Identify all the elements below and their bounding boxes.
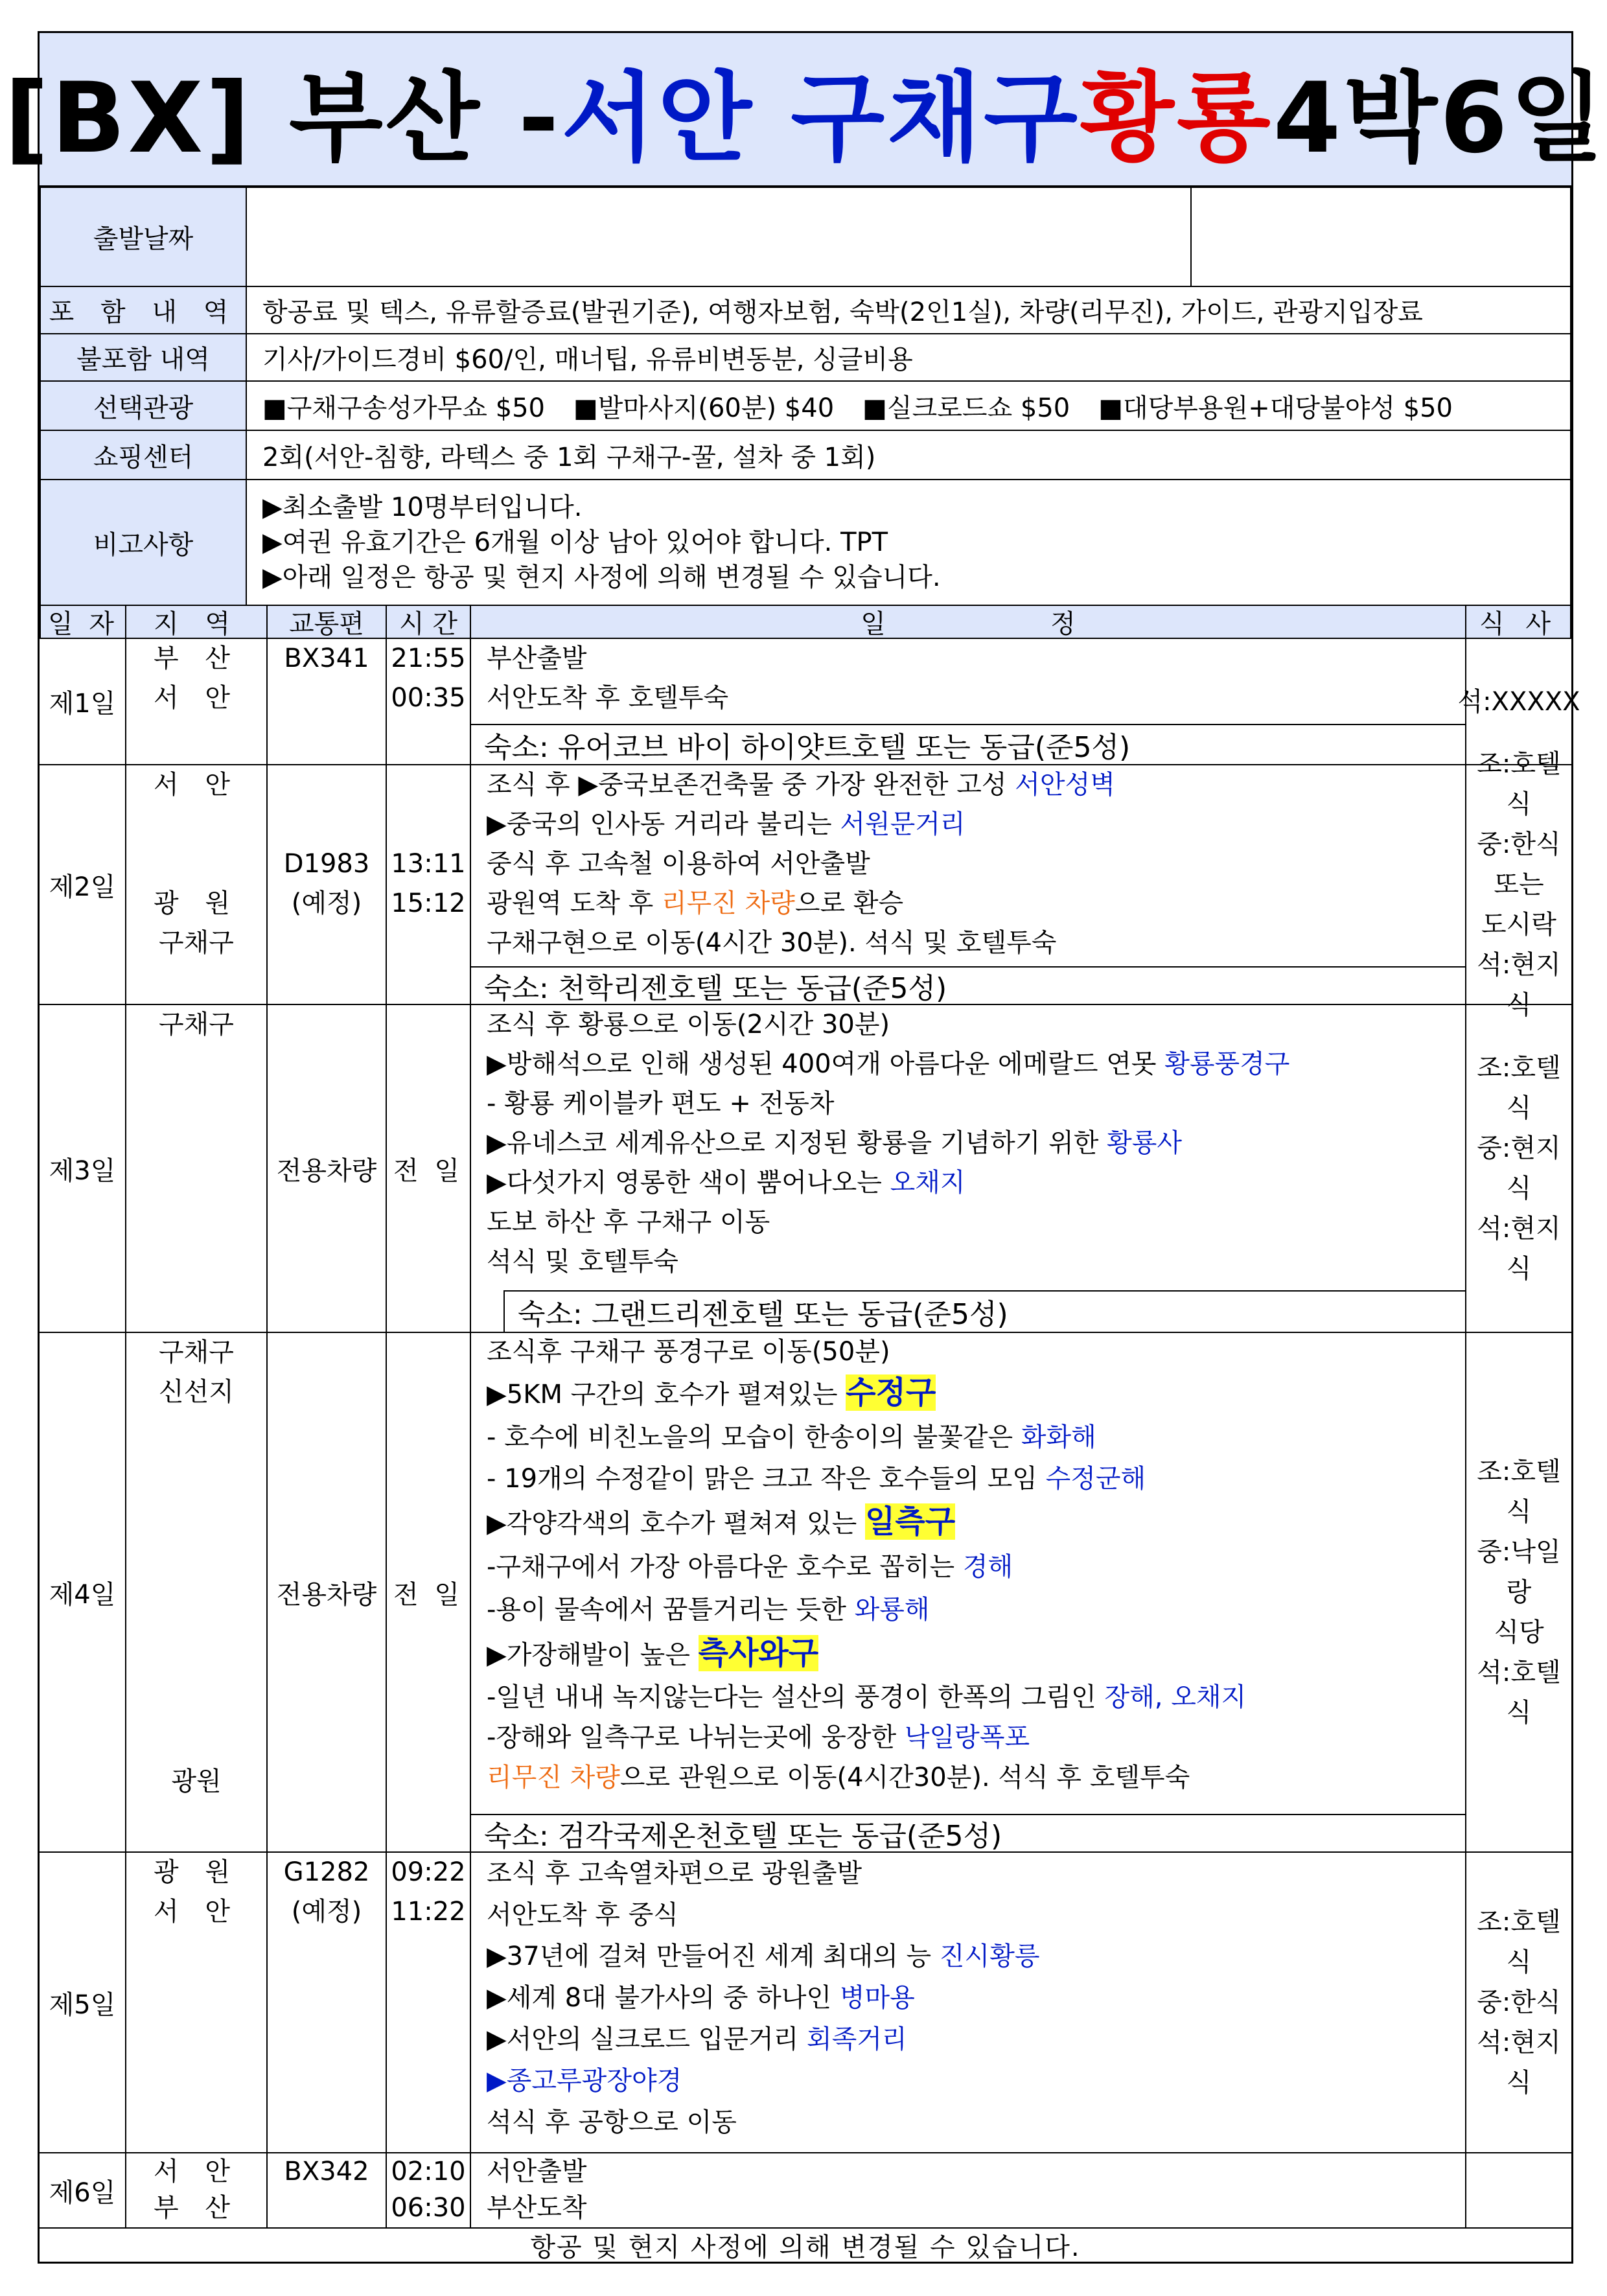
sight-zechawagou: 측사와구 bbox=[698, 1635, 819, 1671]
notes-list bbox=[246, 479, 1571, 606]
region: 구채구 bbox=[159, 1010, 234, 1039]
include-label: 포 함 내 역 bbox=[40, 286, 247, 334]
schedule-line: ▶각양각색의 호수가 펼쳐져 있는 일측구 bbox=[487, 1503, 956, 1540]
sight-muslim-street: 회족거리 bbox=[806, 2024, 907, 2054]
sight-huanglong-temple: 황룡사 bbox=[1107, 1128, 1183, 1158]
region: 신선지 bbox=[159, 1377, 234, 1407]
day-label: 제1일 bbox=[49, 689, 116, 719]
day-schedule bbox=[487, 1853, 1039, 2143]
schedule-line: -장해와 일측구로 나뉘는곳에 웅장한 낙일랑폭포 bbox=[487, 1722, 1030, 1752]
day-meals bbox=[1466, 1333, 1571, 1851]
region: 광 원 bbox=[154, 1857, 239, 1887]
region: 서 안 bbox=[154, 1897, 239, 1927]
sight-nuorilang-falls: 낙일랑폭포 bbox=[904, 1722, 1030, 1752]
time: 11:22 bbox=[391, 1897, 466, 1927]
schedule-line: ▶다섯가지 영롱한 색이 뿜어나오는 오채지 bbox=[487, 1168, 965, 1198]
day-schedule bbox=[487, 1333, 1246, 1798]
sight-huanglong-area: 황룡풍경구 bbox=[1164, 1049, 1290, 1079]
meal: 도시락 bbox=[1481, 910, 1556, 940]
day-times bbox=[387, 765, 470, 923]
day-label: 제3일 bbox=[49, 1155, 116, 1186]
include-value: 항공료 및 텍스, 유류할증료(발권기준), 여행자보험, 숙박(2인1실), 차량(리무진), 가이드, 관광지입장료 bbox=[246, 286, 1571, 334]
schedule-line: ▶세계 8대 불가사의 중 하나인 병마용 bbox=[487, 1983, 915, 2013]
option-label: 선택관광 bbox=[40, 380, 247, 431]
schedule-line: 서안도착 후 호텔투숙 bbox=[487, 683, 729, 713]
option-item: ■실크로드쇼 $50 bbox=[862, 393, 1070, 423]
schedule-line: ▶유네스코 세계유산으로 지정된 황룡을 기념하기 위한 황룡사 bbox=[487, 1128, 1183, 1158]
day-label: 제5일 bbox=[49, 1989, 116, 2020]
title-duration: 4박6일 bbox=[1273, 62, 1607, 175]
option-item: ■구채구송성가무쇼 $50 bbox=[262, 393, 545, 423]
sight-wucaichi: 오채지 bbox=[890, 1168, 965, 1198]
schedule-line: -구채구에서 가장 아름다운 호수로 꼽히는 경해 bbox=[487, 1552, 1013, 1582]
meal: 조:호텔식 bbox=[1477, 1053, 1561, 1123]
day-transport: 전용차량 bbox=[276, 1579, 377, 1610]
region: 서 안 bbox=[154, 683, 239, 713]
schedule-line: 조식 후 고속열차편으로 광원출발 bbox=[487, 1859, 862, 1888]
meal: 중:현지식 bbox=[1477, 1133, 1561, 1203]
page-title bbox=[4, 33, 1607, 187]
lodging: 숙소: 검각국제온천호텔 또는 동급(준5성) bbox=[470, 1814, 1466, 1853]
schedule-line: ▶가장해발이 높은 측사와구 bbox=[487, 1635, 819, 1671]
day-times bbox=[387, 1853, 470, 1932]
region: 광 원 bbox=[154, 888, 239, 918]
note-item: ▶최소출발 10명부터입니다. bbox=[262, 493, 583, 522]
day-schedule bbox=[487, 639, 728, 718]
day-times: 전 일 bbox=[393, 1579, 463, 1610]
header-schedule: 일 정 bbox=[470, 605, 1466, 639]
option-item: ■발마사지(60분) $40 bbox=[573, 393, 835, 423]
schedule-line: ▶중국의 인사동 거리라 불리는 서원문거리 bbox=[487, 809, 965, 839]
schedule-line: 부산출발 bbox=[487, 644, 587, 673]
schedule-line: - 황룡 케이블카 편도 + 전동차 bbox=[487, 1089, 835, 1119]
schedule-line: 부산도착 bbox=[487, 2193, 587, 2223]
option-item: ■대당부용원+대당불야성 $50 bbox=[1098, 393, 1453, 423]
region: 서 안 bbox=[154, 770, 239, 800]
schedule-line: ▶방해석으로 인해 생성된 400여개 아름다운 에메랄드 연못 황룡풍경구 bbox=[487, 1049, 1290, 1079]
transport-note: (예정) bbox=[291, 1897, 362, 1927]
day-schedule bbox=[487, 765, 1115, 963]
day-transport bbox=[268, 765, 386, 923]
meal: 조:호텔식 bbox=[1477, 1907, 1561, 1977]
schedule-line: 광원역 도착 후 리무진 차량으로 환승 bbox=[487, 888, 904, 918]
time: 00:35 bbox=[391, 683, 466, 713]
meal: 중:낙일랑 bbox=[1477, 1537, 1561, 1607]
lodging: 숙소: 그랜드리젠호텔 또는 동급(준5성) bbox=[503, 1290, 1466, 1333]
region: 구채구 bbox=[159, 1338, 234, 1367]
meal: 석:현지식 bbox=[1477, 950, 1561, 1020]
day-regions bbox=[126, 2153, 266, 2226]
lodging: 숙소: 유어코브 바이 하이얏트호텔 또는 동급(준5성) bbox=[470, 724, 1466, 765]
sight-bell-drum-tower: 종고루광장야경 bbox=[506, 2066, 682, 2096]
day-schedule bbox=[487, 1005, 1289, 1282]
lodging: 숙소: 천학리젠호텔 또는 동급(준5성) bbox=[470, 966, 1466, 1005]
option-list bbox=[246, 380, 1571, 431]
schedule-line: - 19개의 수정같이 맑은 크고 작은 호수들의 모임 수정군해 bbox=[487, 1464, 1146, 1494]
schedule-line: ▶종고루광장야경 bbox=[487, 2066, 682, 2096]
notes-label: 비고사항 bbox=[40, 479, 247, 606]
meal: 중:한식 bbox=[1477, 1988, 1561, 2017]
header-transport: 교통편 bbox=[266, 605, 387, 639]
day-transport bbox=[268, 1853, 386, 1932]
schedule-line: -용이 물속에서 꿈틀거리는 듯한 와룡해 bbox=[487, 1595, 930, 1625]
header-region: 지 역 bbox=[125, 605, 268, 639]
day-meals bbox=[1466, 1005, 1571, 1332]
exclude-label: 불포함 내역 bbox=[40, 333, 247, 382]
sight-huohuahai: 화화해 bbox=[1021, 1422, 1096, 1452]
sight-wolonghai: 와룡해 bbox=[854, 1595, 930, 1625]
flight-number: BX341 bbox=[284, 644, 369, 673]
sight-xian-wall: 서안성벽 bbox=[1015, 770, 1115, 800]
region: 서 안 bbox=[154, 2157, 239, 2186]
meal: 또는 bbox=[1494, 870, 1544, 899]
day-regions bbox=[126, 1005, 266, 1045]
day-label: 제4일 bbox=[49, 1579, 116, 1610]
schedule-line: 서안도착 후 중식 bbox=[487, 1900, 678, 1930]
schedule-line: 리무진 차량으로 관원으로 이동(4시간30분). 석식 후 호텔투숙 bbox=[487, 1763, 1190, 1792]
flight-number: BX342 bbox=[284, 2157, 369, 2186]
schedule-line: ▶37년에 걸쳐 만들어진 세계 최대의 능 진시황릉 bbox=[487, 1942, 1040, 1971]
schedule-line: 조식 후 ▶중국보존건축물 중 가장 완전한 고성 서안성벽 bbox=[487, 770, 1115, 800]
day-schedule bbox=[487, 2153, 587, 2226]
sight-shuzhengqunhai: 수정군해 bbox=[1045, 1464, 1146, 1494]
title-destination: 서안 구채구 bbox=[561, 62, 1080, 175]
schedule-line: 도보 하산 후 구채구 이동 bbox=[487, 1207, 770, 1237]
note-item: ▶여권 유효기간은 6개월 이상 남아 있어야 합니다. TPT bbox=[262, 528, 888, 557]
region: 광원 bbox=[171, 1767, 222, 1796]
day-meals bbox=[1466, 749, 1571, 1020]
meal: 석:현지식 bbox=[1477, 1214, 1561, 1284]
day-label: 제6일 bbox=[49, 2177, 116, 2208]
day-times bbox=[387, 639, 470, 718]
limousine-text: 리무진 차량 bbox=[661, 888, 795, 918]
schedule-line: ▶5KM 구간의 호수가 펼져있는 수정구 bbox=[487, 1374, 936, 1411]
schedule-line: 석식 및 호텔투숙 bbox=[487, 1247, 678, 1277]
sight-qin-mausoleum: 진시황릉 bbox=[939, 1942, 1040, 1971]
meal: 식당 bbox=[1494, 1618, 1544, 1647]
depart-date-extra-field[interactable] bbox=[1190, 187, 1571, 287]
day-transport bbox=[268, 2153, 386, 2190]
header-meal: 식 사 bbox=[1465, 605, 1571, 639]
title-huanglong: 황룡 bbox=[1080, 62, 1273, 175]
time: 15:12 bbox=[391, 888, 466, 918]
meal: 석:XXXXX bbox=[1457, 686, 1580, 717]
sight-jinghai: 경해 bbox=[962, 1552, 1013, 1582]
train-number: D1983 bbox=[283, 849, 370, 879]
schedule-line: 서안출발 bbox=[487, 2157, 587, 2186]
shopping-label: 쇼핑센터 bbox=[40, 430, 247, 480]
note-item: ▶아래 일정은 항공 및 현지 사정에 의해 변경될 수 있습니다. bbox=[262, 562, 941, 592]
meal: 조:호텔식 bbox=[1477, 749, 1561, 819]
footer-note: 항공 및 현지 사정에 의해 변경될 수 있습니다. bbox=[530, 2232, 1081, 2262]
meal: 조:호텔식 bbox=[1477, 1457, 1561, 1527]
depart-date-label: 출발날짜 bbox=[40, 187, 247, 287]
header-time: 시 간 bbox=[386, 605, 471, 639]
sight-rizegou: 일측구 bbox=[864, 1503, 956, 1540]
day-label: 제2일 bbox=[49, 872, 116, 902]
day-times bbox=[387, 2153, 470, 2226]
time: 02:10 bbox=[391, 2157, 466, 2186]
sight-shuzhenggou: 수정구 bbox=[846, 1374, 936, 1411]
day-meals bbox=[1466, 1853, 1571, 2152]
schedule-line: ▶서안의 실크로드 입문거리 회족거리 bbox=[487, 2024, 907, 2054]
schedule-line: 석식 후 공항으로 이동 bbox=[487, 2107, 737, 2137]
itinerary-sheet bbox=[4, 31, 1607, 2264]
day-regions bbox=[126, 1853, 266, 1932]
train-number: G1282 bbox=[283, 1857, 370, 1887]
region: 부 산 bbox=[154, 2193, 239, 2223]
meal: 중:한식 bbox=[1477, 829, 1561, 859]
transport-note: (예정) bbox=[291, 888, 362, 918]
day-times: 전 일 bbox=[393, 1155, 463, 1186]
day-regions bbox=[126, 1333, 266, 1851]
title-route-start: [BX] 부산 - bbox=[4, 62, 562, 175]
exclude-value: 기사/가이드경비 $60/인, 매너팁, 유류비변동분, 싱글비용 bbox=[246, 333, 1571, 382]
depart-date-field[interactable] bbox=[246, 187, 1192, 287]
schedule-line: - 호수에 비친노을의 모습이 한송이의 불꽃같은 화화해 bbox=[487, 1422, 1096, 1452]
meal: 석:현지식 bbox=[1477, 2028, 1561, 2098]
time: 13:11 bbox=[391, 849, 466, 879]
sight-terracotta: 병마용 bbox=[839, 1983, 915, 2013]
schedule-line: 구채구현으로 이동(4시간 30분). 석식 및 호텔투숙 bbox=[487, 928, 1057, 958]
sight-changhai: 장해, 오채지 bbox=[1104, 1682, 1247, 1712]
day-transport: 전용차량 bbox=[276, 1155, 377, 1186]
header-day: 일 자 bbox=[40, 605, 126, 639]
schedule-line: -일년 내내 녹지않는다는 설산의 풍경이 한폭의 그림인 장해, 오채지 bbox=[487, 1682, 1247, 1712]
day-regions bbox=[126, 639, 266, 718]
meal: 석:호텔식 bbox=[1477, 1658, 1561, 1728]
schedule-line: 중식 후 고속철 이용하여 서안출발 bbox=[487, 849, 870, 879]
sight-shuyuanmen: 서원문거리 bbox=[840, 809, 965, 839]
day-transport bbox=[268, 639, 386, 678]
region: 부 산 bbox=[154, 644, 239, 673]
time: 21:55 bbox=[391, 644, 466, 673]
limousine-text: 리무진 차량 bbox=[487, 1763, 620, 1792]
shopping-value: 2회(서안-침향, 라텍스 중 1회 구채구-꿀, 설차 중 1회) bbox=[246, 430, 1571, 480]
schedule-line: 조식 후 황룡으로 이동(2시간 30분) bbox=[487, 1010, 890, 1039]
region: 구채구 bbox=[159, 928, 234, 958]
day-regions bbox=[126, 765, 266, 963]
time: 06:30 bbox=[391, 2193, 466, 2223]
schedule-line: 조식후 구채구 풍경구로 이동(50분) bbox=[487, 1337, 890, 1367]
time: 09:22 bbox=[391, 1857, 466, 1887]
